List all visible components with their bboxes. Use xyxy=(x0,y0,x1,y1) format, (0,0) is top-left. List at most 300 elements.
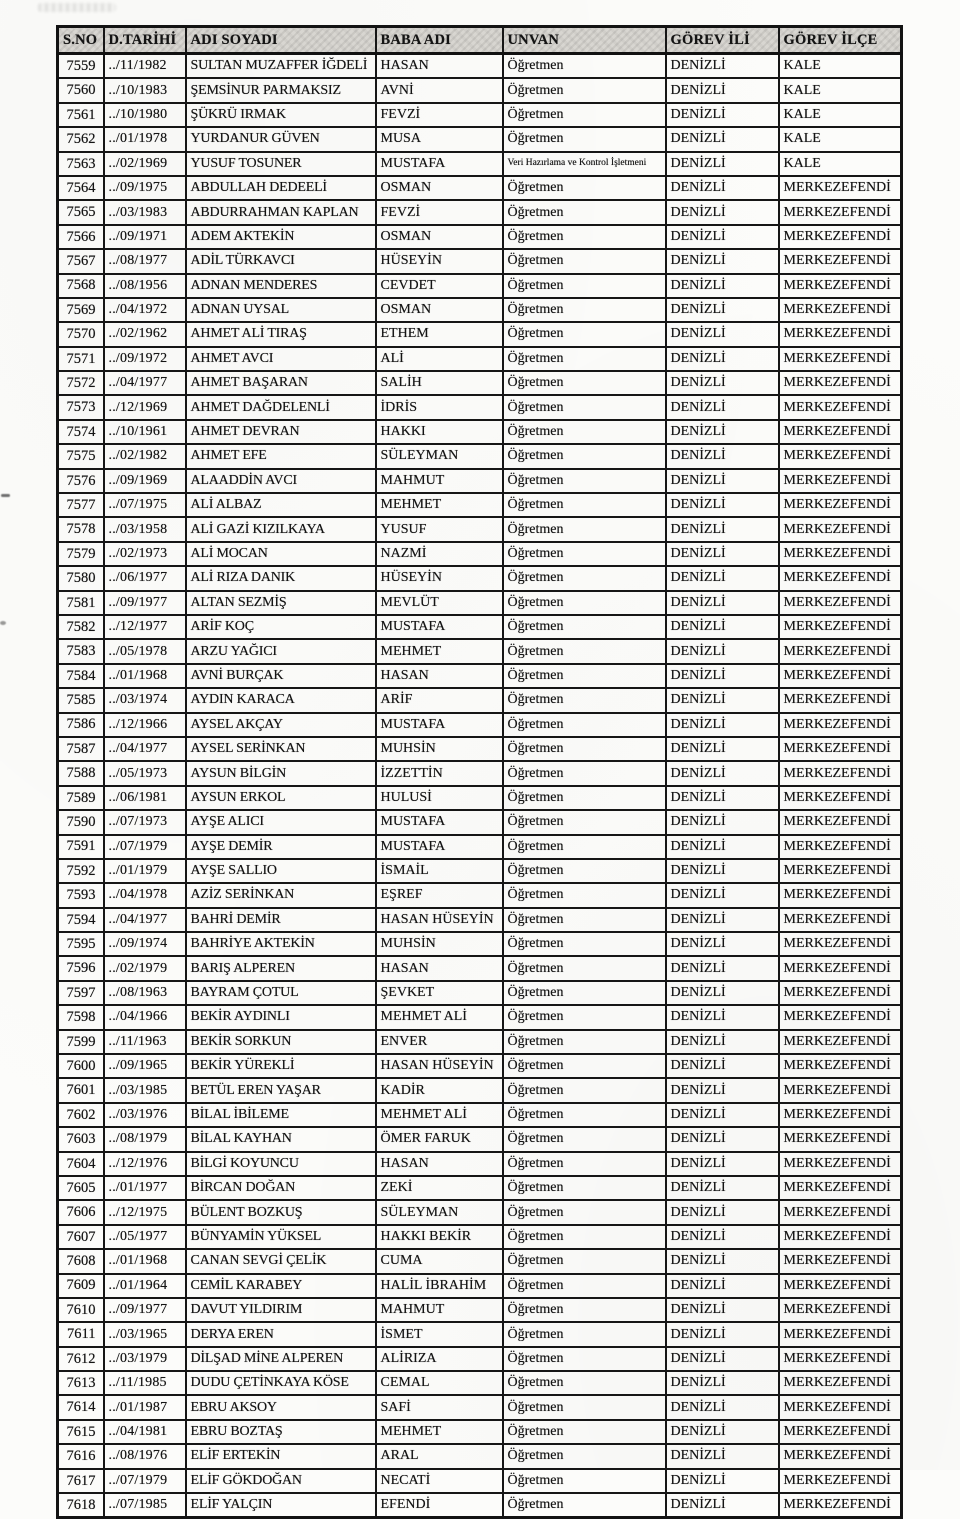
cell-district: MERKEZEFENDİ xyxy=(779,1103,902,1127)
cell-birthdate: ../12/1977 xyxy=(104,615,186,639)
cell-father-name: MAHMUT xyxy=(376,1298,503,1322)
cell-father-name: ENVER xyxy=(376,1030,503,1054)
scan-artifact xyxy=(1,494,10,497)
cell-sno: 7583 xyxy=(58,639,104,663)
cell-birthdate: ../04/1966 xyxy=(104,1005,186,1029)
personnel-table xyxy=(56,25,903,1519)
cell-birthdate: ../08/1963 xyxy=(104,981,186,1005)
cell-fullname: BEKİR SORKUN xyxy=(186,1030,376,1054)
table-row xyxy=(58,761,902,785)
cell-father-name: EFENDİ xyxy=(376,1493,503,1518)
cell-birthdate: ../01/1968 xyxy=(104,664,186,688)
cell-district: MERKEZEFENDİ xyxy=(779,1420,902,1444)
cell-province: DENİZLİ xyxy=(666,444,779,468)
cell-title: Öğretmen xyxy=(503,1054,666,1078)
cell-title: Öğretmen xyxy=(503,200,666,224)
cell-district: MERKEZEFENDİ xyxy=(779,1469,902,1493)
cell-sno: 7564 xyxy=(58,176,104,200)
cell-sno: 7574 xyxy=(58,420,104,444)
cell-title: Öğretmen xyxy=(503,981,666,1005)
cell-father-name: HASAN HÜSEYİN xyxy=(376,1054,503,1078)
table-row xyxy=(58,810,902,834)
cell-district: MERKEZEFENDİ xyxy=(779,1127,902,1151)
cell-sno: 7586 xyxy=(58,713,104,737)
cell-father-name: OSMAN xyxy=(376,298,503,322)
cell-fullname: AYDIN KARACA xyxy=(186,688,376,712)
cell-father-name: ÖMER FARUK xyxy=(376,1127,503,1151)
cell-title: Öğretmen xyxy=(503,932,666,956)
cell-province: DENİZLİ xyxy=(666,1078,779,1102)
cell-fullname: BÜNYAMİN YÜKSEL xyxy=(186,1225,376,1249)
table-row xyxy=(58,1395,902,1419)
cell-title: Öğretmen xyxy=(503,615,666,639)
cell-father-name: ALİRIZA xyxy=(376,1347,503,1371)
cell-fullname: ARZU YAĞICI xyxy=(186,639,376,663)
cell-sno: 7577 xyxy=(58,493,104,517)
cell-birthdate: ../04/1981 xyxy=(104,1420,186,1444)
cell-title: Öğretmen xyxy=(503,1469,666,1493)
cell-fullname: DERYA EREN xyxy=(186,1322,376,1346)
cell-fullname: AYŞE ALICI xyxy=(186,810,376,834)
cell-fullname: EBRU AKSOY xyxy=(186,1395,376,1419)
cell-district: MERKEZEFENDİ xyxy=(779,932,902,956)
cell-district: KALE xyxy=(779,103,902,127)
cell-sno: 7591 xyxy=(58,835,104,859)
cell-province: DENİZLİ xyxy=(666,1225,779,1249)
cell-title: Öğretmen xyxy=(503,688,666,712)
cell-sno: 7588 xyxy=(58,761,104,785)
cell-birthdate: ../02/1969 xyxy=(104,152,186,176)
cell-district: MERKEZEFENDİ xyxy=(779,591,902,615)
table-row xyxy=(58,371,902,395)
cell-district: MERKEZEFENDİ xyxy=(779,859,902,883)
table-row xyxy=(58,1078,902,1102)
cell-title: Öğretmen xyxy=(503,78,666,102)
col-header-province: GÖREV İLİ xyxy=(666,27,779,54)
table-row xyxy=(58,1274,902,1298)
col-header-birthdate: D.TARİHİ xyxy=(104,27,186,54)
cell-district: MERKEZEFENDİ xyxy=(779,1152,902,1176)
cell-birthdate: ../12/1966 xyxy=(104,713,186,737)
cell-title: Öğretmen xyxy=(503,883,666,907)
table-row xyxy=(58,395,902,419)
cell-district: MERKEZEFENDİ xyxy=(779,1078,902,1102)
cell-fullname: BİLGİ KOYUNCU xyxy=(186,1152,376,1176)
cell-sno: 7600 xyxy=(58,1054,104,1078)
cell-birthdate: ../04/1977 xyxy=(104,908,186,932)
cell-father-name: HASAN xyxy=(376,1152,503,1176)
cell-district: MERKEZEFENDİ xyxy=(779,371,902,395)
cell-father-name: KADİR xyxy=(376,1078,503,1102)
cell-province: DENİZLİ xyxy=(666,1371,779,1395)
table-row xyxy=(58,1127,902,1151)
cell-father-name: MEHMET ALİ xyxy=(376,1103,503,1127)
cell-father-name: HASAN xyxy=(376,956,503,980)
cell-title: Öğretmen xyxy=(503,1249,666,1273)
cell-province: DENİZLİ xyxy=(666,1152,779,1176)
table-row xyxy=(58,78,902,102)
cell-district: MERKEZEFENDİ xyxy=(779,566,902,590)
cell-province: DENİZLİ xyxy=(666,371,779,395)
cell-sno: 7614 xyxy=(58,1395,104,1419)
cell-birthdate: ../07/1973 xyxy=(104,810,186,834)
scan-artifact xyxy=(0,621,6,625)
cell-birthdate: ../05/1977 xyxy=(104,1225,186,1249)
cell-province: DENİZLİ xyxy=(666,176,779,200)
cell-fullname: BAHRİ DEMİR xyxy=(186,908,376,932)
cell-title: Öğretmen xyxy=(503,1444,666,1468)
cell-sno: 7604 xyxy=(58,1152,104,1176)
cell-birthdate: ../07/1979 xyxy=(104,835,186,859)
cell-fullname: ADNAN MENDERES xyxy=(186,274,376,298)
cell-sno: 7594 xyxy=(58,908,104,932)
cell-province: DENİZLİ xyxy=(666,1200,779,1224)
cell-birthdate: ../01/1977 xyxy=(104,1176,186,1200)
cell-birthdate: ../07/1975 xyxy=(104,493,186,517)
cell-title: Öğretmen xyxy=(503,591,666,615)
cell-province: DENİZLİ xyxy=(666,835,779,859)
cell-birthdate: ../09/1969 xyxy=(104,469,186,493)
cell-birthdate: ../03/1976 xyxy=(104,1103,186,1127)
cell-province: DENİZLİ xyxy=(666,249,779,273)
cell-province: DENİZLİ xyxy=(666,883,779,907)
cell-birthdate: ../09/1965 xyxy=(104,1054,186,1078)
cell-fullname: YUSUF TOSUNER xyxy=(186,152,376,176)
cell-fullname: ALİ ALBAZ xyxy=(186,493,376,517)
cell-sno: 7563 xyxy=(58,152,104,176)
table-row xyxy=(58,420,902,444)
cell-district: MERKEZEFENDİ xyxy=(779,1371,902,1395)
cell-title: Öğretmen xyxy=(503,859,666,883)
cell-title: Öğretmen xyxy=(503,737,666,761)
cell-district: MERKEZEFENDİ xyxy=(779,761,902,785)
cell-sno: 7606 xyxy=(58,1200,104,1224)
table-row xyxy=(58,956,902,980)
cell-sno: 7593 xyxy=(58,883,104,907)
cell-father-name: CUMA xyxy=(376,1249,503,1273)
cell-title: Öğretmen xyxy=(503,1395,666,1419)
col-header-district: GÖREV İLÇE xyxy=(779,27,902,54)
cell-father-name: CEMAL xyxy=(376,1371,503,1395)
cell-province: DENİZLİ xyxy=(666,1249,779,1273)
cell-birthdate: ../01/1979 xyxy=(104,859,186,883)
cell-father-name: YUSUF xyxy=(376,517,503,541)
cell-district: MERKEZEFENDİ xyxy=(779,1444,902,1468)
table-row xyxy=(58,1225,902,1249)
cell-district: KALE xyxy=(779,78,902,102)
cell-father-name: MEVLÜT xyxy=(376,591,503,615)
cell-birthdate: ../02/1979 xyxy=(104,956,186,980)
table-row xyxy=(58,639,902,663)
cell-fullname: AYSEL SERİNKAN xyxy=(186,737,376,761)
cell-district: MERKEZEFENDİ xyxy=(779,517,902,541)
cell-district: MERKEZEFENDİ xyxy=(779,1274,902,1298)
table-row xyxy=(58,1103,902,1127)
cell-title: Öğretmen xyxy=(503,1347,666,1371)
cell-title: Öğretmen xyxy=(503,1152,666,1176)
cell-province: DENİZLİ xyxy=(666,127,779,151)
cell-father-name: NAZMİ xyxy=(376,542,503,566)
cell-province: DENİZLİ xyxy=(666,1298,779,1322)
cell-district: MERKEZEFENDİ xyxy=(779,1005,902,1029)
table-row xyxy=(58,591,902,615)
cell-birthdate: ../11/1963 xyxy=(104,1030,186,1054)
cell-birthdate: ../12/1976 xyxy=(104,1152,186,1176)
cell-district: MERKEZEFENDİ xyxy=(779,420,902,444)
cell-birthdate: ../03/1974 xyxy=(104,688,186,712)
cell-birthdate: ../01/1978 xyxy=(104,127,186,151)
cell-sno: 7572 xyxy=(58,371,104,395)
cell-sno: 7587 xyxy=(58,737,104,761)
cell-birthdate: ../02/1973 xyxy=(104,542,186,566)
table-row xyxy=(58,54,902,79)
cell-province: DENİZLİ xyxy=(666,493,779,517)
cell-province: DENİZLİ xyxy=(666,566,779,590)
cell-sno: 7567 xyxy=(58,249,104,273)
cell-father-name: İSMAİL xyxy=(376,859,503,883)
cell-title: Öğretmen xyxy=(503,542,666,566)
cell-father-name: HASAN xyxy=(376,54,503,79)
cell-title: Öğretmen xyxy=(503,54,666,79)
cell-district: MERKEZEFENDİ xyxy=(779,274,902,298)
cell-province: DENİZLİ xyxy=(666,932,779,956)
cell-birthdate: ../03/1958 xyxy=(104,517,186,541)
cell-sno: 7597 xyxy=(58,981,104,1005)
cell-birthdate: ../04/1977 xyxy=(104,371,186,395)
cell-sno: 7578 xyxy=(58,517,104,541)
cell-province: DENİZLİ xyxy=(666,1444,779,1468)
cell-father-name: NECATİ xyxy=(376,1469,503,1493)
cell-province: DENİZLİ xyxy=(666,1127,779,1151)
cell-title: Öğretmen xyxy=(503,1274,666,1298)
cell-district: MERKEZEFENDİ xyxy=(779,298,902,322)
table-row xyxy=(58,347,902,371)
cell-province: DENİZLİ xyxy=(666,542,779,566)
cell-fullname: BEKİR YÜREKLİ xyxy=(186,1054,376,1078)
cell-fullname: ADEM AKTEKİN xyxy=(186,225,376,249)
cell-father-name: HAKKI xyxy=(376,420,503,444)
cell-district: MERKEZEFENDİ xyxy=(779,1347,902,1371)
col-header-fullname: ADI SOYADI xyxy=(186,27,376,54)
cell-district: MERKEZEFENDİ xyxy=(779,981,902,1005)
cell-district: MERKEZEFENDİ xyxy=(779,542,902,566)
cell-father-name: İSMET xyxy=(376,1322,503,1346)
cell-father-name: HASAN HÜSEYİN xyxy=(376,908,503,932)
cell-fullname: DİLŞAD MİNE ALPEREN xyxy=(186,1347,376,1371)
cell-birthdate: ../08/1979 xyxy=(104,1127,186,1151)
cell-district: MERKEZEFENDİ xyxy=(779,639,902,663)
cell-birthdate: ../09/1971 xyxy=(104,225,186,249)
cell-title: Öğretmen xyxy=(503,517,666,541)
cell-title: Öğretmen xyxy=(503,176,666,200)
cell-sno: 7569 xyxy=(58,298,104,322)
cell-province: DENİZLİ xyxy=(666,908,779,932)
table-row xyxy=(58,1469,902,1493)
cell-province: DENİZLİ xyxy=(666,1176,779,1200)
cell-title: Öğretmen xyxy=(503,1103,666,1127)
cell-birthdate: ../06/1977 xyxy=(104,566,186,590)
cell-district: MERKEZEFENDİ xyxy=(779,1176,902,1200)
cell-province: DENİZLİ xyxy=(666,298,779,322)
table-row xyxy=(58,1200,902,1224)
cell-province: DENİZLİ xyxy=(666,1030,779,1054)
cell-father-name: HASAN xyxy=(376,664,503,688)
cell-sno: 7603 xyxy=(58,1127,104,1151)
table-row xyxy=(58,225,902,249)
cell-fullname: AHMET EFE xyxy=(186,444,376,468)
cell-sno: 7618 xyxy=(58,1493,104,1518)
cell-birthdate: ../01/1987 xyxy=(104,1395,186,1419)
cell-province: DENİZLİ xyxy=(666,322,779,346)
cell-district: MERKEZEFENDİ xyxy=(779,688,902,712)
cell-district: MERKEZEFENDİ xyxy=(779,176,902,200)
cell-title: Öğretmen xyxy=(503,371,666,395)
cell-province: DENİZLİ xyxy=(666,1005,779,1029)
cell-sno: 7573 xyxy=(58,395,104,419)
cell-birthdate: ../09/1977 xyxy=(104,1298,186,1322)
cell-province: DENİZLİ xyxy=(666,420,779,444)
cell-fullname: AHMET ALİ TIRAŞ xyxy=(186,322,376,346)
cell-district: KALE xyxy=(779,54,902,79)
cell-title: Öğretmen xyxy=(503,1127,666,1151)
table-row xyxy=(58,1054,902,1078)
cell-birthdate: ../05/1973 xyxy=(104,761,186,785)
table-row xyxy=(58,1420,902,1444)
cell-title: Öğretmen xyxy=(503,1005,666,1029)
cell-fullname: BAHRİYE AKTEKİN xyxy=(186,932,376,956)
cell-district: MERKEZEFENDİ xyxy=(779,1493,902,1518)
cell-province: DENİZLİ xyxy=(666,981,779,1005)
cell-sno: 7617 xyxy=(58,1469,104,1493)
cell-fullname: BARIŞ ALPEREN xyxy=(186,956,376,980)
cell-title: Öğretmen xyxy=(503,298,666,322)
cell-province: DENİZLİ xyxy=(666,200,779,224)
cell-fullname: ELİF YALÇIN xyxy=(186,1493,376,1518)
cell-fullname: ABDURRAHMAN KAPLAN xyxy=(186,200,376,224)
cell-title: Öğretmen xyxy=(503,1200,666,1224)
cell-sno: 7596 xyxy=(58,956,104,980)
cell-father-name: MAHMUT xyxy=(376,469,503,493)
cell-title: Öğretmen xyxy=(503,469,666,493)
table-row xyxy=(58,688,902,712)
table-row xyxy=(58,786,902,810)
cell-sno: 7568 xyxy=(58,274,104,298)
cell-father-name: HÜSEYİN xyxy=(376,566,503,590)
table-row xyxy=(58,1347,902,1371)
header-row xyxy=(58,27,902,54)
cell-title: Öğretmen xyxy=(503,1371,666,1395)
cell-father-name: HULUSİ xyxy=(376,786,503,810)
table-row xyxy=(58,859,902,883)
cell-province: DENİZLİ xyxy=(666,591,779,615)
cell-fullname: BETÜL EREN YAŞAR xyxy=(186,1078,376,1102)
cell-fullname: BİLAL İBİLEME xyxy=(186,1103,376,1127)
cell-province: DENİZLİ xyxy=(666,786,779,810)
table-row xyxy=(58,152,902,176)
cell-father-name: MUHSİN xyxy=(376,737,503,761)
cell-father-name: OSMAN xyxy=(376,176,503,200)
cell-province: DENİZLİ xyxy=(666,152,779,176)
cell-fullname: YURDANUR GÜVEN xyxy=(186,127,376,151)
cell-fullname: ADNAN UYSAL xyxy=(186,298,376,322)
cell-father-name: MUHSİN xyxy=(376,932,503,956)
cell-birthdate: ../10/1980 xyxy=(104,103,186,127)
col-header-title: UNVAN xyxy=(503,27,666,54)
cell-title: Öğretmen xyxy=(503,444,666,468)
cell-birthdate: ../04/1972 xyxy=(104,298,186,322)
cell-sno: 7560 xyxy=(58,78,104,102)
cell-father-name: MUSTAFA xyxy=(376,615,503,639)
cell-birthdate: ../03/1965 xyxy=(104,1322,186,1346)
cell-sno: 7616 xyxy=(58,1444,104,1468)
cell-sno: 7562 xyxy=(58,127,104,151)
table-row xyxy=(58,664,902,688)
cell-fullname: CANAN SEVGİ ÇELİK xyxy=(186,1249,376,1273)
cell-sno: 7611 xyxy=(58,1322,104,1346)
cell-province: DENİZLİ xyxy=(666,761,779,785)
cell-father-name: SÜLEYMAN xyxy=(376,444,503,468)
table-row xyxy=(58,493,902,517)
cell-fullname: AHMET BAŞARAN xyxy=(186,371,376,395)
cell-birthdate: ../03/1983 xyxy=(104,200,186,224)
table-row xyxy=(58,1298,902,1322)
cell-fullname: AYSUN ERKOL xyxy=(186,786,376,810)
cell-title: Öğretmen xyxy=(503,713,666,737)
cell-fullname: AYŞE DEMİR xyxy=(186,835,376,859)
cell-birthdate: ../08/1956 xyxy=(104,274,186,298)
cell-province: DENİZLİ xyxy=(666,1395,779,1419)
cell-fullname: SULTAN MUZAFFER İĞDELİ xyxy=(186,54,376,79)
cell-province: DENİZLİ xyxy=(666,615,779,639)
cell-birthdate: ../07/1979 xyxy=(104,1469,186,1493)
cell-father-name: FEVZİ xyxy=(376,200,503,224)
table-row xyxy=(58,1493,902,1518)
cell-district: MERKEZEFENDİ xyxy=(779,1225,902,1249)
cell-fullname: AHMET AVCI xyxy=(186,347,376,371)
cell-birthdate: ../12/1975 xyxy=(104,1200,186,1224)
cell-district: MERKEZEFENDİ xyxy=(779,347,902,371)
cell-district: MERKEZEFENDİ xyxy=(779,664,902,688)
cell-birthdate: ../02/1962 xyxy=(104,322,186,346)
cell-sno: 7605 xyxy=(58,1176,104,1200)
cell-fullname: EBRU BOZTAŞ xyxy=(186,1420,376,1444)
cell-province: DENİZLİ xyxy=(666,713,779,737)
cell-title: Öğretmen xyxy=(503,786,666,810)
cell-title: Öğretmen xyxy=(503,395,666,419)
cell-sno: 7576 xyxy=(58,469,104,493)
cell-birthdate: ../02/1982 xyxy=(104,444,186,468)
cell-fullname: AYSUN BİLGİN xyxy=(186,761,376,785)
cell-title: Öğretmen xyxy=(503,127,666,151)
cell-province: DENİZLİ xyxy=(666,1347,779,1371)
table-row xyxy=(58,1030,902,1054)
cell-birthdate: ../01/1964 xyxy=(104,1274,186,1298)
cell-sno: 7575 xyxy=(58,444,104,468)
cell-father-name: MUSTAFA xyxy=(376,713,503,737)
cell-sno: 7579 xyxy=(58,542,104,566)
cell-sno: 7609 xyxy=(58,1274,104,1298)
scan-artifact xyxy=(38,3,116,12)
cell-fullname: ALİ RIZA DANIK xyxy=(186,566,376,590)
cell-sno: 7571 xyxy=(58,347,104,371)
cell-title: Öğretmen xyxy=(503,274,666,298)
cell-title: Öğretmen xyxy=(503,639,666,663)
cell-province: DENİZLİ xyxy=(666,737,779,761)
cell-sno: 7592 xyxy=(58,859,104,883)
cell-title: Öğretmen xyxy=(503,1298,666,1322)
cell-birthdate: ../09/1975 xyxy=(104,176,186,200)
cell-district: MERKEZEFENDİ xyxy=(779,713,902,737)
